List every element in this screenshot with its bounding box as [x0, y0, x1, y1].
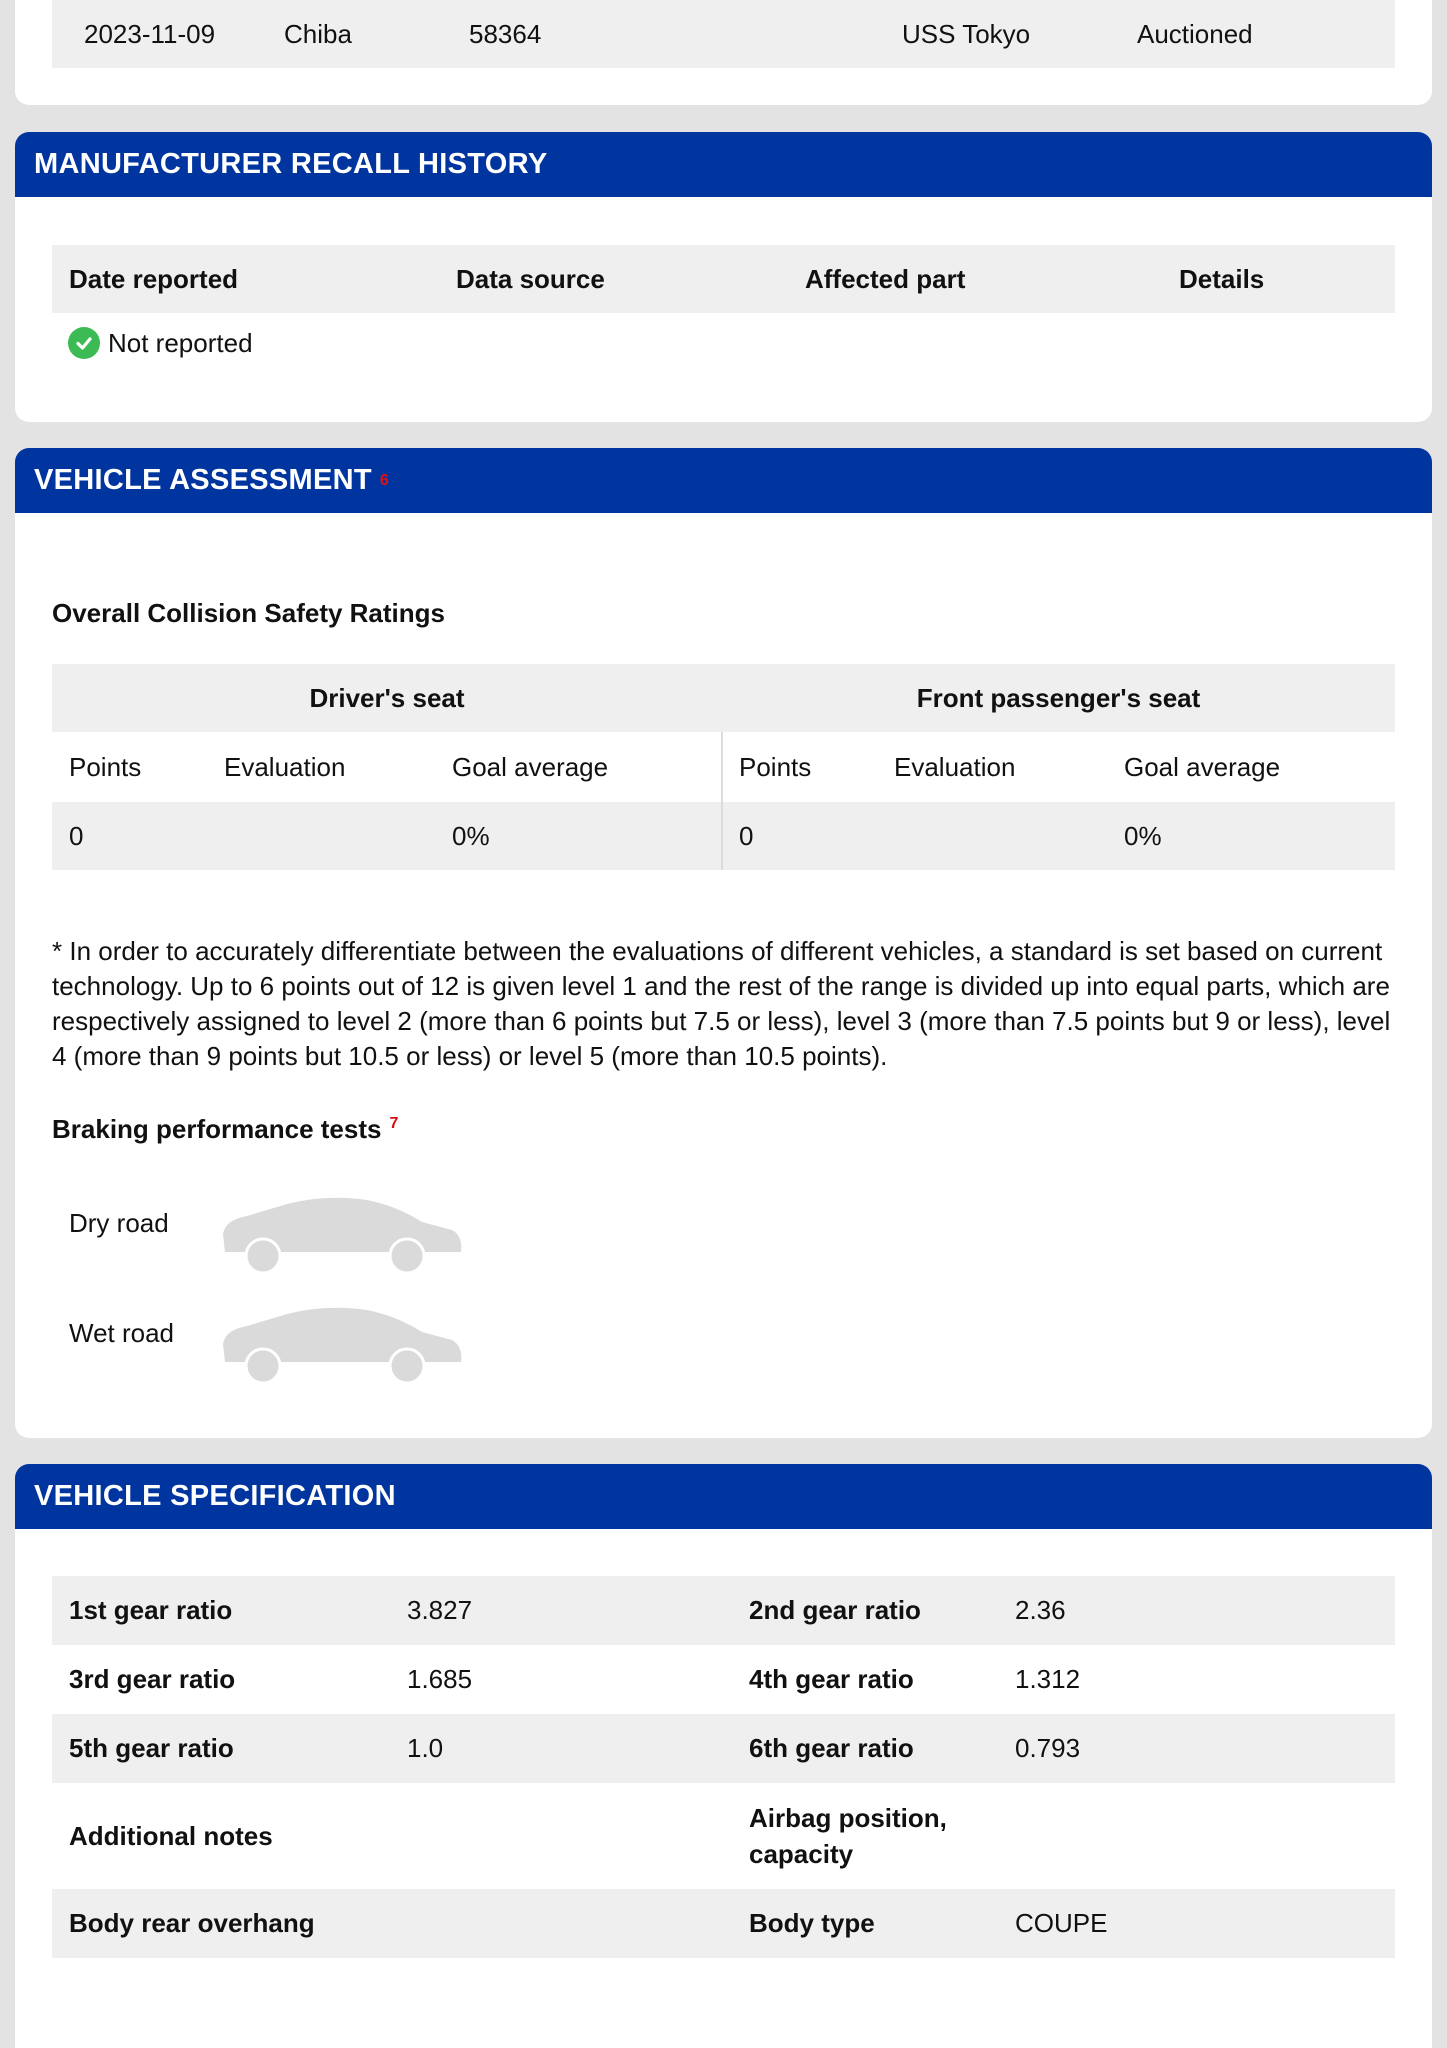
vehicle-assessment-card — [15, 448, 1432, 1438]
auction-row — [52, 0, 1395, 68]
spec-label: 2nd gear ratio — [749, 1595, 921, 1625]
braking-note[interactable]: 7 — [389, 1115, 399, 1133]
braking-heading — [52, 1114, 398, 1145]
recall-table-header — [52, 245, 1395, 313]
spec-label: Body type — [749, 1908, 875, 1938]
passenger-col-goal: Goal average — [1124, 751, 1281, 782]
car-silhouette-icon — [217, 1304, 467, 1384]
spec-label: 4th gear ratio — [749, 1664, 914, 1694]
spec-value: 2.36 — [1015, 1595, 1066, 1625]
spec-value: 0.793 — [1015, 1733, 1081, 1763]
recall-status-row — [52, 318, 1395, 368]
recall-col-part: Affected part — [805, 263, 966, 294]
rating-footnote: * In order to accurately differentiate between the evaluations of different vehicles, a standard is set based on current technology. Up to 6 points out of 12 is given level 1 and the rest of the range is divided up into equal parts, which are respectively assigned to level 2 (more than 6 points but 7.5 or less), level 3 (more than 7.5 points but 9 or less), level 4 (more than 9 points but 10.5 or less) or level 5 (more than 10.5 points). — [52, 936, 1391, 1071]
assessment-title: VEHICLE ASSESSMENT — [34, 464, 372, 496]
spec-title: VEHICLE SPECIFICATION — [34, 1480, 396, 1512]
rating-columns-row — [52, 732, 1395, 802]
passenger-col-points: Points — [739, 751, 812, 782]
auction-history-card — [15, 0, 1432, 105]
recall-col-date: Date reported — [69, 263, 239, 294]
spec-label: 1st gear ratio — [69, 1595, 233, 1625]
spec-label: Airbag position, capacity — [749, 1803, 947, 1869]
passenger-goal-average: 0% — [1124, 820, 1162, 851]
spec-value: 1.312 — [1015, 1664, 1081, 1694]
driver-goal-average: 0% — [452, 820, 490, 851]
driver-col-points: Points — [69, 751, 142, 782]
spec-label: 6th gear ratio — [749, 1733, 914, 1763]
wet-road-label: Wet road — [69, 1317, 175, 1348]
auction-status: Auctioned — [1137, 18, 1253, 49]
passenger-seat-label: Front passenger's seat — [916, 682, 1201, 713]
dry-road-label: Dry road — [69, 1207, 169, 1238]
spec-label: Additional notes — [69, 1820, 273, 1851]
vehicle-specification-card — [15, 1464, 1432, 2048]
spec-header — [15, 1464, 1432, 1529]
seat-divider — [721, 732, 723, 870]
auction-date: 2023-11-09 — [84, 18, 216, 49]
spec-row — [52, 1645, 1395, 1714]
recall-col-source: Data source — [456, 263, 605, 294]
passenger-col-evaluation: Evaluation — [894, 751, 1016, 782]
recall-history-card — [15, 132, 1432, 422]
spec-label: 5th gear ratio — [69, 1733, 234, 1763]
assessment-title-note[interactable]: 6 — [379, 471, 390, 489]
driver-col-evaluation: Evaluation — [224, 751, 346, 782]
check-circle-icon — [68, 327, 100, 359]
spec-label: 3rd gear ratio — [69, 1664, 236, 1694]
recall-col-details: Details — [1179, 263, 1265, 294]
spec-value: 1.0 — [407, 1733, 444, 1763]
car-silhouette-icon — [217, 1194, 467, 1274]
auction-venue: USS Tokyo — [902, 18, 1031, 49]
auction-region: Chiba — [284, 18, 352, 49]
braking-heading-text: Braking performance tests — [52, 1114, 382, 1144]
assessment-header — [15, 448, 1432, 513]
spec-value: COUPE — [1015, 1908, 1108, 1938]
spec-row — [52, 1889, 1395, 1958]
driver-col-goal: Goal average — [452, 751, 609, 782]
collision-heading: Overall Collision Safety Ratings — [52, 598, 445, 628]
spec-label: Body rear overhang — [69, 1908, 315, 1938]
recall-title: MANUFACTURER RECALL HISTORY — [34, 148, 548, 180]
spec-row — [52, 1714, 1395, 1783]
spec-row — [52, 1783, 1395, 1889]
spec-value: 1.685 — [407, 1664, 473, 1694]
driver-seat-label: Driver's seat — [309, 682, 465, 713]
rating-values-row — [52, 802, 1395, 870]
spec-row — [52, 1576, 1395, 1645]
auction-lot: 58364 — [469, 18, 542, 49]
spec-value: 3.827 — [407, 1595, 473, 1625]
seat-header-row — [52, 664, 1395, 732]
recall-status-text: Not reported — [108, 327, 253, 358]
driver-points: 0 — [69, 820, 84, 851]
passenger-points: 0 — [739, 820, 754, 851]
recall-header — [15, 132, 1432, 197]
